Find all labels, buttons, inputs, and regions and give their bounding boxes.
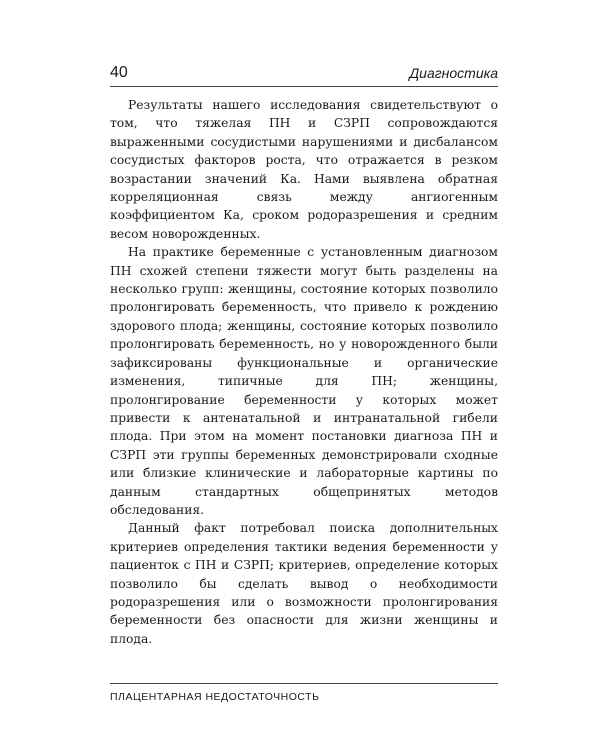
page-footer bbox=[110, 683, 498, 705]
paragraph: На практике беременные с установленным диагнозом ПН схожей степени тяжести могут быть разделены на несколько групп: женщины, состояние которых позволило пролонгировать беременность, что привело к рождению здорового плода; женщины, состояние которых позволило пролонгировать беременность, но у новорожденного были зафиксированы функциональные и органические изменения, типичные для ПН; женщины, пролонгирование беременности у которых может привести к антенатальной и интранатальной гибели плода. При этом на момент постановки диагноза ПН и СЗРП эти группы беременных демонстрировали сходные или близкие клинические и лабораторные картины по данным стандартных общепринятых методов обследования. bbox=[110, 245, 498, 517]
body-text bbox=[110, 96, 498, 648]
paragraph: Данный факт потребовал поиска дополнительных критериев определения тактики ведения беременности у пациенток с ПН и СЗРП; критериев, определение которых позволило бы сделать вывод о необходимости родоразрешения или о возможности пролонгирования беременности без опасности для жизни женщины и плода. bbox=[110, 521, 498, 646]
running-title: Диагностика bbox=[409, 65, 498, 81]
paragraph: Результаты нашего исследования свидетельствуют о том, что тяжелая ПН и СЗРП сопровождаются выраженными сосудистыми нарушениями и дисбалансом сосудистых факторов роста, что отражается в резком возрастании значений Ка. Нами выявлена обратная корреляционная связь между ангиогенным коэффициентом Ка, сроком родоразрешения и средним весом новорожденных. bbox=[110, 98, 498, 241]
page-number: 40 bbox=[110, 64, 128, 81]
footer-book-title: ПЛАЦЕНТАРНАЯ НЕДОСТАТОЧНОСТЬ bbox=[110, 691, 320, 703]
page-header bbox=[110, 64, 498, 87]
